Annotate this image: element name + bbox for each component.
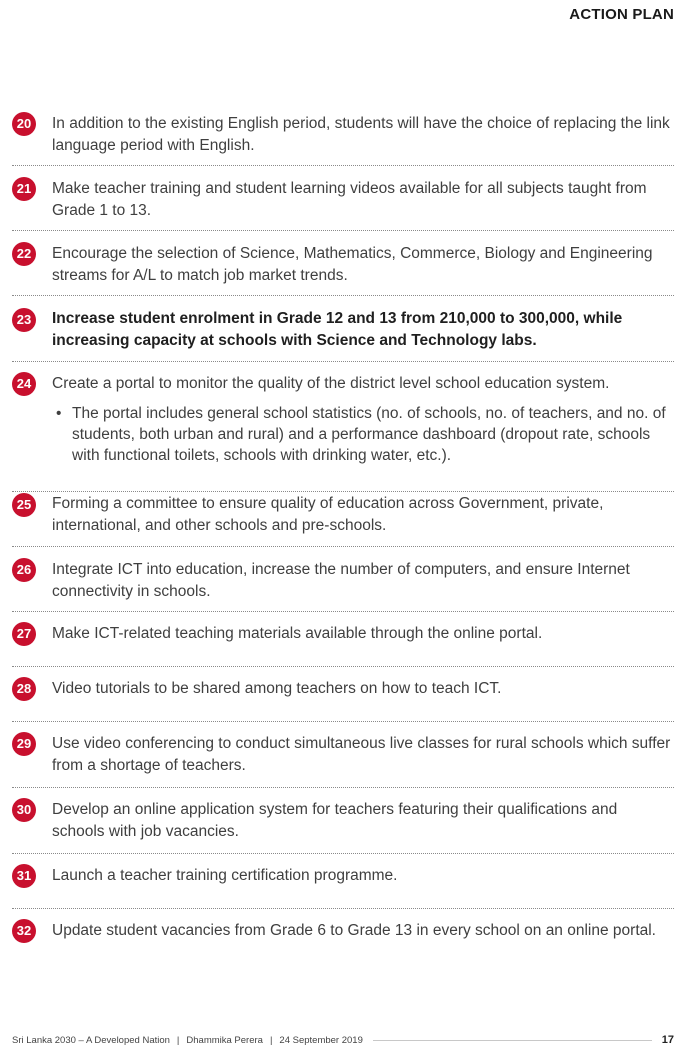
list-item xyxy=(12,231,674,296)
list-item xyxy=(12,362,674,492)
list-item xyxy=(12,612,674,667)
item-text: Increase student enrolment in Grade 12 and 13 from 210,000 to 300,000, while increasing capacity at schools with Science and Technology labs. xyxy=(52,310,623,349)
page-footer xyxy=(12,1033,674,1047)
footer-separator: | xyxy=(269,1034,273,1046)
item-number-badge: 31 xyxy=(12,864,36,888)
list-item xyxy=(12,166,674,231)
list-item xyxy=(12,788,674,854)
action-list xyxy=(12,104,674,973)
footer-divider xyxy=(373,1040,652,1041)
item-number-badge: 21 xyxy=(12,177,36,201)
list-item xyxy=(12,104,674,166)
item-number-badge: 29 xyxy=(12,732,36,756)
item-number-badge: 22 xyxy=(12,242,36,266)
item-text: Create a portal to monitor the quality of the district level school education system. xyxy=(52,375,610,392)
item-text: Use video conferencing to conduct simultaneous live classes for rural schools which suffer from a shortage of teachers. xyxy=(52,735,671,774)
item-number-badge: 25 xyxy=(12,493,36,517)
page-number: 17 xyxy=(661,1034,674,1046)
footer-author: Dhammika Perera xyxy=(186,1034,263,1046)
item-number-badge: 26 xyxy=(12,558,36,582)
item-text: Update student vacancies from Grade 6 to Grade 13 in every school on an online portal. xyxy=(52,922,656,939)
item-text: Make teacher training and student learning videos available for all subjects taught from Grade 1 to 13. xyxy=(52,180,647,219)
footer-date: 24 September 2019 xyxy=(279,1034,363,1046)
list-item xyxy=(12,909,674,973)
item-text: Integrate ICT into education, increase the number of computers, and ensure Internet connectivity in schools. xyxy=(52,561,630,600)
page-header-title: ACTION PLAN xyxy=(569,6,674,23)
list-item xyxy=(12,296,674,362)
footer-separator: | xyxy=(176,1034,180,1046)
item-number-badge: 28 xyxy=(12,677,36,701)
item-number-badge: 30 xyxy=(12,798,36,822)
item-text: Launch a teacher training certification programme. xyxy=(52,867,398,884)
list-item xyxy=(12,722,674,788)
item-text: Forming a committee to ensure quality of education across Government, private, international, and other schools and pre-schools. xyxy=(52,495,604,534)
list-item xyxy=(12,667,674,722)
list-item xyxy=(12,854,674,909)
item-text: Encourage the selection of Science, Mathematics, Commerce, Biology and Engineering streams for A/L to match job market trends. xyxy=(52,245,653,284)
sub-bullet xyxy=(52,403,674,466)
item-number-badge: 20 xyxy=(12,112,36,136)
bullet-text: The portal includes general school statistics (no. of schools, no. of teachers, and no. of students, both urban and rural) and a performance dashboard (dropout rate, schools with functional toilets, schools with drinking water, etc.). xyxy=(72,405,666,464)
item-text: Make ICT-related teaching materials available through the online portal. xyxy=(52,625,543,642)
item-text: Video tutorials to be shared among teachers on how to teach ICT. xyxy=(52,680,502,697)
item-number-badge: 32 xyxy=(12,919,36,943)
list-item xyxy=(12,547,674,612)
footer-publication: Sri Lanka 2030 – A Developed Nation xyxy=(12,1034,170,1046)
item-number-badge: 23 xyxy=(12,308,36,332)
item-number-badge: 24 xyxy=(12,372,36,396)
item-number-badge: 27 xyxy=(12,622,36,646)
item-text: In addition to the existing English period, students will have the choice of replacing the link language period with English. xyxy=(52,115,670,154)
bullet-dot-icon: • xyxy=(56,405,62,422)
item-text: Develop an online application system for teachers featuring their qualifications and schools with job vacancies. xyxy=(52,801,618,840)
list-item xyxy=(12,492,674,547)
